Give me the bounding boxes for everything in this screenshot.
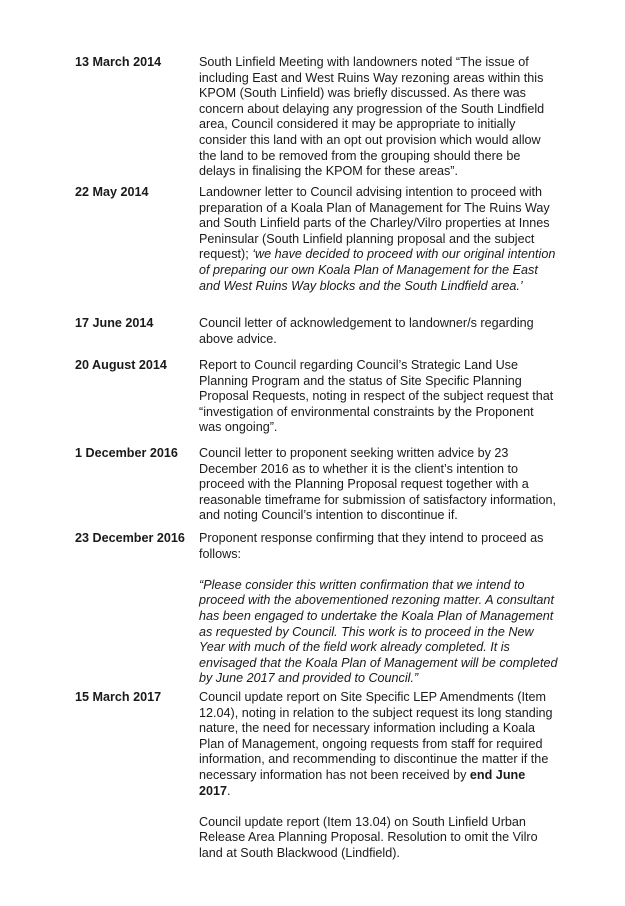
quoted-text: ‘we have decided to proceed with our original intention of preparing our own Koala Plan of Management for the East and West Ruins Way blocks and the South Lindfield area.’	[199, 247, 556, 293]
entry-text	[199, 531, 559, 687]
entry-date: 23 December 2016	[75, 531, 185, 545]
entry-text	[199, 446, 559, 524]
entry-text	[199, 690, 559, 862]
entry-date: 20 August 2014	[75, 358, 167, 372]
entry-date: 1 December 2016	[75, 446, 178, 460]
entry-text	[199, 316, 559, 347]
entry-paragraph	[199, 690, 559, 799]
entry-date: 13 March 2014	[75, 55, 162, 69]
entry-paragraph: Council update report (Item 13.04) on South Linfield Urban Release Area Planning Proposal. Resolution to omit the Vilro land at South Blackwood (Lindfield).	[199, 814, 538, 860]
entry-paragraph: South Linfield Meeting with landowners noted “The issue of including East and West Ruins Way rezoning areas within this KPOM (South Linfield) was briefly discussed. As there was concern about delaying any progression of the South Lindfield area, Council considered it may be appropriate to initially consider this land with an opt out provision which would allow the land to be removed from the grouping should there be delays in finalising the KPOM for these areas”.	[199, 55, 545, 179]
entry-paragraph: Proponent response confirming that they intend to proceed as follows:	[199, 531, 544, 561]
entry-date: 22 May 2014	[75, 185, 149, 199]
entry-text	[199, 185, 559, 294]
entry-date: 17 June 2014	[75, 316, 154, 330]
entry-paragraph: Council letter to proponent seeking written advice by 23 December 2016 as to whether it is the client’s intention to proceed with the Planning Proposal request together with a reasonable timeframe for submission of satisfactory information, and noting Council’s intention to discontinue if.	[199, 446, 556, 523]
quoted-paragraph: “Please consider this written confirmation that we intend to proceed with the abovementioned rezoning matter. A consultant has been engaged to undertake the Koala Plan of Management as requested by Council. This work is to proceed in the New Year with much of the field work already completed. It is envisaged that the Koala Plan of Management will be completed by June 2017 and provided to Council.”	[199, 577, 558, 686]
entry-paragraph: Council letter of acknowledgement to landowner/s regarding above advice.	[199, 316, 534, 346]
entry-paragraph: Report to Council regarding Council’s Strategic Land Use Planning Program and the status of Site Specific Planning Proposal Requests, noting in respect of the subject request that “investigation of environmental constraints by the Proponent was ongoing”.	[199, 358, 554, 435]
entry-text	[199, 55, 559, 180]
paragraph-text: Council update report on Site Specific LEP Amendments (Item 12.04), noting in relation to the subject request its long standing nature, the need for necessary information including a Koala Plan of Management, ongoing requests from staff for required information, and recommending to discontinue the matter if the necessary information has not been received by	[199, 690, 553, 782]
paragraph-text: Landowner letter to Council advising intention to proceed with preparation of a Koala Plan of Management for The Ruins Way and South Linfield parts of the Charley/Vilro properties at Innes Peninsular (South Linfield planning proposal and the subject request);	[199, 185, 550, 262]
entry-date: 15 March 2017	[75, 690, 162, 704]
entry-text	[199, 358, 559, 436]
paragraph-end: .	[227, 783, 231, 798]
deadline-text: end June 2017	[199, 767, 526, 798]
entry-paragraph	[199, 185, 559, 294]
